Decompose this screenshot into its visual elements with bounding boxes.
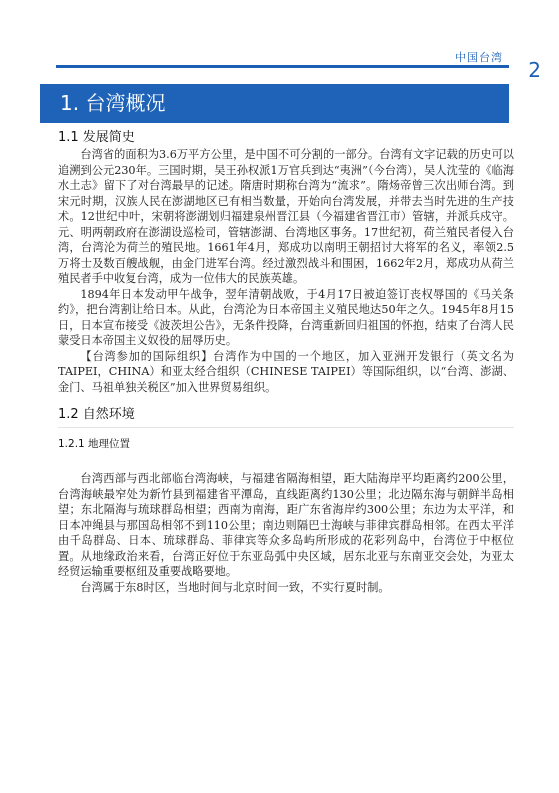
- paragraph: 台湾省的面积为3.6万平方公里，是中国不可分割的一部分。台湾有文字记载的历史可以追溯到公元230年。三国时期，吴王孙权派1万官兵到达“夷洲”（今台湾），吴人沈莹的《临海水土志》留下了对台湾最早的记述。隋唐时期称台湾为“流求”。隋炀帝曾三次出师台湾。到宋元时期，汉族人民在澎湖地区已有相当数量，开始向台湾发展，并带去当时先进的生产技术。12世纪中叶，宋朝将澎湖划归福建泉州晋江县（今福建省晋江市）管辖，并派兵戍守。元、明两朝政府在澎湖设巡检司，管辖澎湖、台湾地区事务。17世纪初，荷兰殖民者侵入台湾，台湾沦为荷兰的殖民地。1661年4月，郑成功以南明王朝招讨大将军的名义，率领2.5万将士及数百艘战舰，由金门进军台湾。经过激烈战斗和围困，1662年2月，郑成功从荷兰殖民者手中收复台湾，成为一位伟大的民族英雄。: [58, 148, 514, 285]
- header-rule: [56, 65, 509, 68]
- paragraph: 1894年日本发动甲午战争，翌年清朝战败，于4月17日被迫签订丧权辱国的《马关条约》，把台湾割让给日本。从此，台湾沦为日本帝国主义殖民地达50年之久。1945年8月15日，日本宣布接受《波茨坦公告》，无条件投降，台湾重新回归祖国的怀抱，结束了台湾人民蒙受日本帝国主义奴役的屈辱历史。: [58, 287, 514, 347]
- chapter-title-banner: 1. 台湾概况: [40, 84, 509, 123]
- header-label: 中国台湾: [455, 51, 503, 64]
- page-number: 2: [528, 58, 541, 82]
- section-heading-1-1: 1.1 发展简史: [58, 130, 135, 145]
- paragraph: 台湾西部与西北部临台湾海峡，与福建省隔海相望，距大陆海岸平均距离约200公里，台湾海峡最窄处为新竹县到福建省平潭岛，直线距离约130公里；北边隔东海与朝鲜半岛相望；东北隔海与琉球群岛相望；西南为南海，距广东省海岸约300公里；东边为太平洋，和日本冲绳县与那国岛相邻不到110公里；南边则隔巴士海峡与菲律宾群岛相邻。在西太平洋由千岛群岛、日本、琉球群岛、菲律宾等众多岛屿所形成的花彩列岛中，台湾位于中枢位置。从地缘政治来看，台湾正好位于东亚岛弧中央区域，居东北亚与东南亚交会处，为亚太经贸运输重要枢纽及重要战略要地。: [58, 472, 514, 578]
- paragraph: 台湾属于东8时区，当地时间与北京时间一致，不实行夏时制。: [80, 580, 390, 594]
- section-heading-1-2: 1.2 自然环境: [58, 403, 514, 428]
- page-content: [58, 126, 514, 595]
- subsection-heading-1-2-1: 1.2.1 地理位置: [58, 438, 131, 450]
- paragraph: 【台湾参加的国际组织】台湾作为中国的一个地区，加入亚洲开发银行（英文名为TAIPEI，CHINA）和亚太经合组织（CHINESE TAIPEI）等国际组织，以“台湾、澎湖、金门、马祖单独关税区”加入世界贸易组织。: [58, 349, 514, 394]
